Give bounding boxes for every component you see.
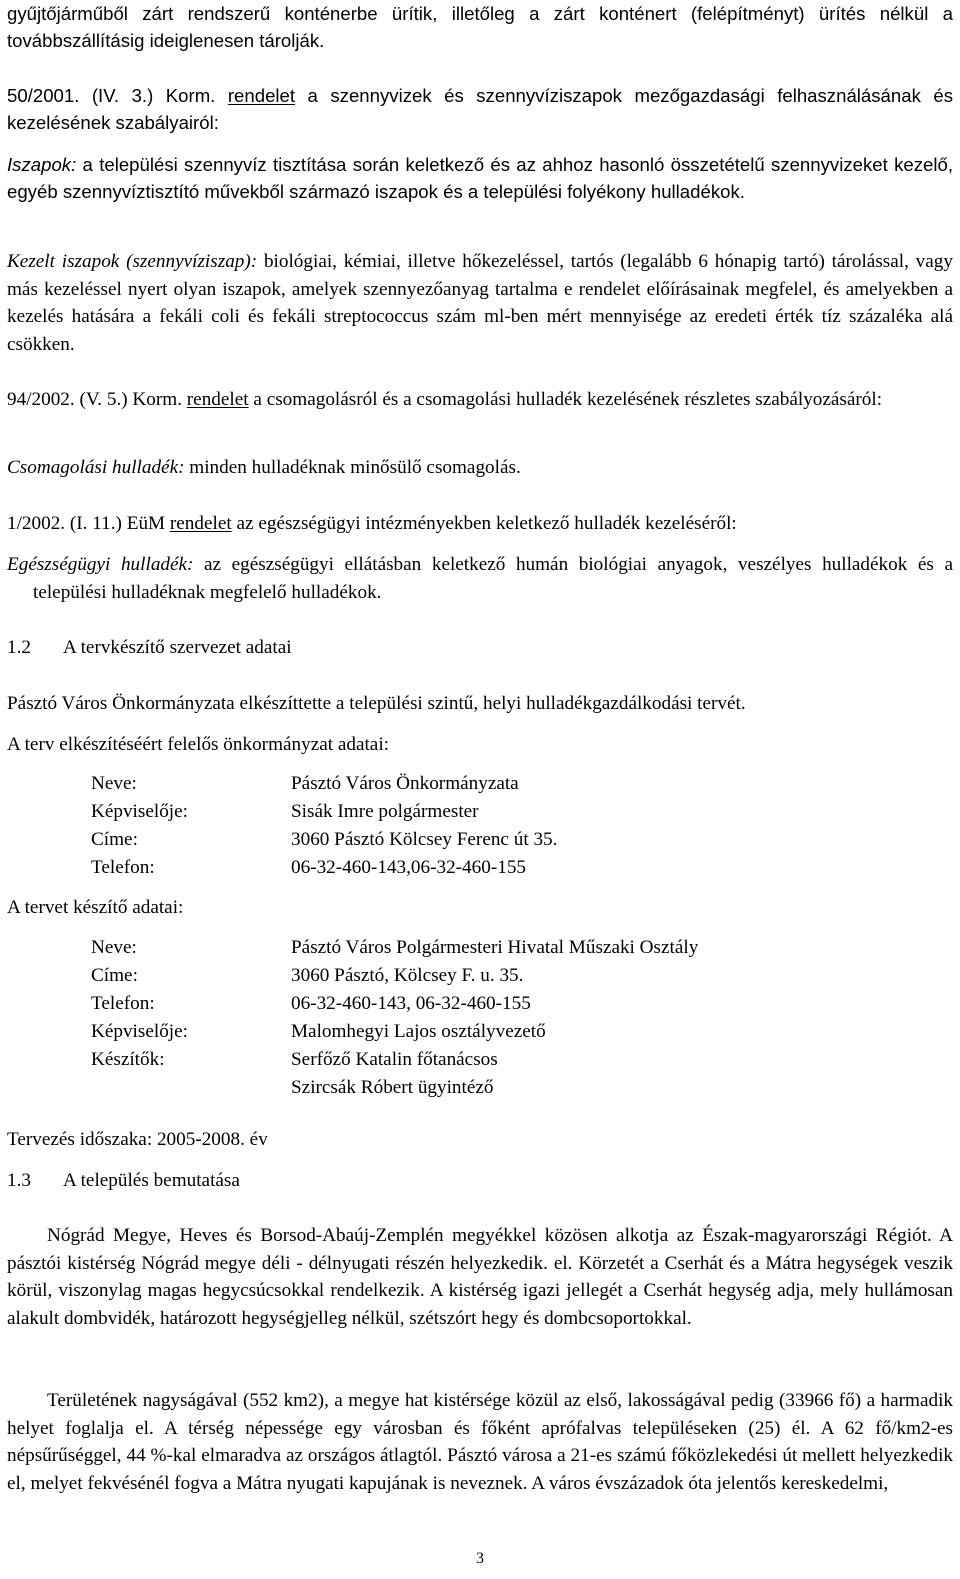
section-1-3-title: A település bemutatása — [63, 1170, 240, 1191]
egeszsegugyi-term: Egészségügyi hulladék: — [7, 554, 194, 575]
egeszsegugyi-text: az egészségügyi ellátásban keletkező humán biológiai anyagok, veszélyes hulladékok és a települési hulladéknak megfelelő hulladékok. — [33, 554, 954, 603]
iszapok-definition — [7, 151, 953, 205]
municipality-row-address: Címe: 3060 Pásztó Kölcsey Ferenc út 35. — [91, 829, 558, 850]
regulation-2002a-link[interactable]: rendelet — [186, 389, 249, 410]
section-1-2-paragraph-1: Pásztó Város Önkormányzata elkészíttette a települési szintű, helyi hulladékgazdálkodási tervét. — [7, 693, 746, 714]
regulation-2001-heading — [7, 82, 953, 136]
csomagolasi-term: Csomagolási hulladék: — [7, 457, 185, 478]
iszapok-text: a települési szennyvíz tisztítása során keletkező és az ahhoz hasonló összetételű szennyvizeket kezelő, egyéb szennyvíztisztító művekből származó iszapok és a települési folyékony hulladékok. — [7, 154, 953, 203]
section-1-3-number: 1.3 — [7, 1170, 31, 1191]
regulation-2001-link[interactable]: rendelet — [227, 85, 296, 106]
csomagolasi-definition — [7, 454, 953, 482]
author-data-list — [91, 934, 940, 1102]
municipality-row-phone: Telefon: 06-32-460-143,06-32-460-155 — [91, 857, 527, 878]
author-row-name: Neve: Pásztó Város Polgármesteri Hivatal Műszaki Osztály — [91, 937, 699, 958]
regulation-2002b-link[interactable]: rendelet — [169, 513, 232, 534]
municipality-row-name: Neve: Pásztó Város Önkormányzata — [91, 773, 519, 794]
regulation-2002b-ref: 1/2002. (I. 11.) EüM — [7, 513, 166, 534]
regulation-2002a-heading — [7, 386, 953, 414]
kezelt-iszapok-text: biológiai, kémiai, illetve hőkezeléssel, tartós (legalább 6 hónapig tartó) tárolással, vagy más kezeléssel nyert olyan iszapok, amelyek szennyezőanyag tartalma e rendelet előírásainak megfelel, és amelyekben a kezelés hatására a fekáli coli és fekáli streptococcus szám ml-ben mért mennyisége az eredeti érték tíz százaléka alá csökken. — [7, 251, 953, 355]
author-row-representative: Képviselője: Malomhegyi Lajos osztályvezető — [91, 1021, 546, 1042]
municipality-data-list — [91, 770, 940, 882]
csomagolasi-text: minden hulladéknak minősülő csomagolás. — [184, 457, 521, 478]
regulation-2002b-title: az egészségügyi intézményekben keletkező hulladék kezeléséről: — [231, 513, 737, 534]
section-1-2-number: 1.2 — [7, 637, 31, 658]
kezelt-iszapok-term: Kezelt iszapok (szennyvíziszap): — [7, 251, 258, 272]
section-1-3-heading — [7, 1167, 240, 1194]
author-row-address: Címe: 3060 Pásztó, Kölcsey F. u. 35. — [91, 965, 524, 986]
author-row-authors: Készítők: Serfőző Katalin főtanácsos — [91, 1049, 498, 1070]
section-1-2-title: A tervkészítő szervezet adatai — [63, 637, 292, 658]
regulation-2002b-heading — [7, 510, 953, 538]
section-1-3-paragraph-1: Nógrád Megye, Heves és Borsod-Abaúj-Zemplén megyékkel közösen alkotja az Észak-magyarországi Régiót. A pásztói kistérség Nógrád megye déli - délnyugati részén helyezkedik. el. Körzetét a Cserhát és a Mátra hegységek veszik körül, viszonylag magas hegycsúcsokkal rendelkezik. A kistérség igazi jellegét a Cserhát hegység adja, mely hullámosan alakult dombvidék, határozott hegységjelleg nélkül, szétszórt hegy és dombcsoportokkal. — [7, 1225, 953, 1329]
regulation-2002a-ref: 94/2002. (V. 5.) Korm. — [7, 389, 182, 410]
iszapok-term: Iszapok: — [7, 154, 77, 175]
section-1-3-paragraph-2: Területének nagyságával (552 km2), a megye hat kistérsége közül az első, lakosságával pedig (33966 fő) a harmadik helyet foglalja el. A térség népessége egy városban és főként aprófalvas településeken (25) él. A 62 fő/km2-es népsűrűséggel, 44 %-kal elmaradva az országos átlagtól. Pásztó városa a 21-es számú főközlekedési út mellett helyezkedik el, melyet fekvésénél fogva a Mátra nyugati kapujának is neveznek. A város évszázadok óta jelentős kereskedelmi, — [7, 1390, 953, 1494]
regulation-2002a-title: a csomagolásról és a csomagolási hulladék kezelésének részletes szabályozásáról: — [248, 389, 883, 410]
section-1-2-paragraph-3: A tervet készítő adatai: — [7, 897, 184, 918]
page-number: 3 — [476, 1550, 484, 1567]
egeszsegugyi-definition — [7, 551, 953, 606]
author-row-phone: Telefon: 06-32-460-143, 06-32-460-155 — [91, 993, 531, 1014]
kezelt-iszapok-definition — [7, 248, 953, 358]
intro-paragraph: gyűjtőjárműből zárt rendszerű konténerbe ürítik, illetőleg a zárt konténert (felépítményt) ürítés nélkül a továbbszállításig ideiglenesen tárolják. — [7, 3, 953, 52]
author-row-authors-2: Szircsák Róbert ügyintéző — [291, 1077, 494, 1098]
section-1-2-heading — [7, 634, 292, 661]
regulation-2001-title: a szennyvizek és szennyvíziszapok mezőgazdasági felhasználásának és kezelésének szabályairól: — [7, 85, 954, 134]
section-1-2-paragraph-2: A terv elkészítéséért felelős önkormányzat adatai: — [7, 734, 389, 755]
municipality-row-representative: Képviselője: Sisák Imre polgármester — [91, 801, 479, 822]
regulation-2001-ref: 50/2001. (IV. 3.) Korm. — [7, 85, 216, 106]
planning-period: Tervezés időszaka: 2005-2008. év — [7, 1129, 268, 1150]
